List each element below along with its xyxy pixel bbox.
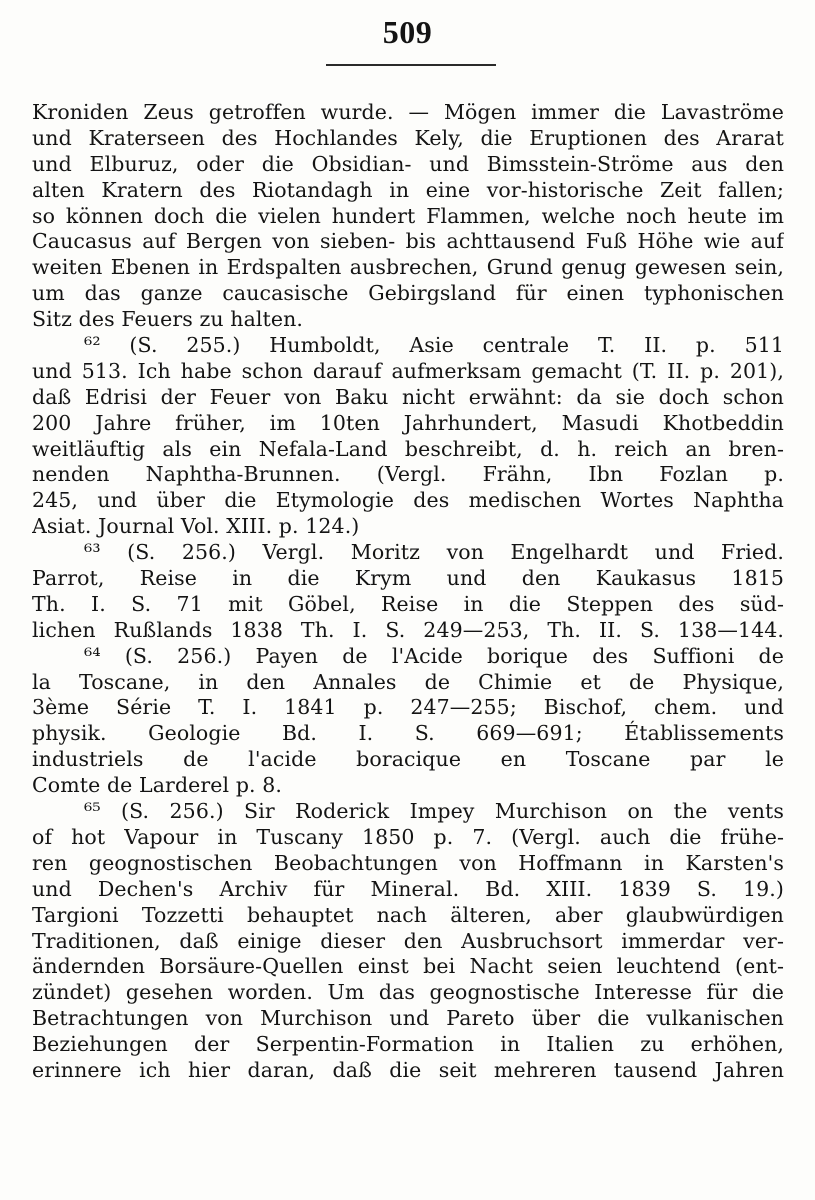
text-line: Kroniden Zeus getroffen wurde. — Mögen immer die Lavaströme xyxy=(32,100,784,124)
text-line: 200 Jahre früher, im 10ten Jahrhundert, Masudi Khotbeddin xyxy=(32,410,784,435)
text-line: Betrachtungen von Murchison und Pareto über die vulkanischen xyxy=(32,1006,784,1031)
text-line: Beziehungen der Serpentin-Formation in Italien zu erhöhen, xyxy=(32,1032,784,1057)
text-line: und 513. Ich habe schon darauf aufmerksam gemacht (T. II. p. 201), xyxy=(32,358,784,383)
text-line: daß Edrisi der Feuer von Baku nicht erwähnt: da sie doch schon xyxy=(32,384,784,409)
text-line: Asiat. Journal Vol. XIII. p. 124.) xyxy=(32,514,360,539)
text-line: Caucasus auf Bergen von sieben- bis achttausend Fuß Höhe wie auf xyxy=(32,229,784,254)
text-line: nenden Naphtha-Brunnen. (Vergl. Frähn, Ibn Fozlan p. xyxy=(32,462,784,487)
text-line: ⁶⁵ (S. 256.) Sir Roderick Impey Murchison on the vents xyxy=(84,799,784,824)
text-line: und Elburuz, oder die Obsidian- und Bimsstein-Ströme aus den xyxy=(32,151,784,176)
text-line: 245, und über die Etymologie des medischen Wortes Naphtha xyxy=(32,488,784,513)
text-line: la Toscane, in den Annales de Chimie et de Physique, xyxy=(32,669,784,694)
text-line: lichen Rußlands 1838 Th. I. S. 249—253, Th. II. S. 138—144. xyxy=(32,617,784,642)
text-line: industriels de l'acide boracique en Toscane par le xyxy=(32,747,784,772)
text-line: ⁶³ (S. 256.) Vergl. Moritz von Engelhardt und Fried. xyxy=(84,540,784,565)
text-line: zündet) gesehen worden. Um das geognostische Interesse für die xyxy=(32,980,784,1005)
text-line: Traditionen, daß einige dieser den Ausbruchsort immerdar ver- xyxy=(32,928,784,953)
text-line: Targioni Tozzetti behauptet nach älteren, aber glaubwürdigen xyxy=(32,902,784,927)
text-line: um das ganze caucasische Gebirgsland für einen typhonischen xyxy=(32,281,784,306)
text-line: ⁶² (S. 255.) Humboldt, Asie centrale T. II. p. 511 xyxy=(84,333,784,358)
text-line: erinnere ich hier daran, daß die seit mehreren tausend Jahren xyxy=(32,1057,784,1082)
text-line: und Kraterseen des Hochlandes Kely, die Eruptionen des Ararat xyxy=(32,125,784,150)
text-line: so können doch die vielen hundert Flammen, welche noch heute im xyxy=(32,203,784,228)
text-line: Comte de Larderel p. 8. xyxy=(32,773,283,798)
text-line: 3ème Série T. I. 1841 p. 247—255; Bischof, chem. und xyxy=(32,695,784,720)
page-number: 509 xyxy=(382,14,433,50)
text-line: physik. Geologie Bd. I. S. 669—691; Établissements xyxy=(32,721,784,746)
text-line: weitläuftig als ein Nefala-Land beschreibt, d. h. reich an bren- xyxy=(32,436,784,461)
text-line: weiten Ebenen in Erdspalten ausbrechen, Grund genug gewesen sein, xyxy=(32,255,784,280)
text-line: ändernden Borsäure-Quellen einst bei Nacht seien leuchtend (ent- xyxy=(32,954,784,979)
text-line: Th. I. S. 71 mit Göbel, Reise in die Steppen des süd- xyxy=(32,591,784,616)
text-line: ⁶⁴ (S. 256.) Payen de l'Acide borique des Suffioni de xyxy=(84,643,784,668)
text-line: Sitz des Feuers zu halten. xyxy=(32,307,304,332)
body-text xyxy=(32,100,784,1186)
text-line: alten Kratern des Riotandagh in eine vor-historische Zeit fallen; xyxy=(32,177,784,202)
text-line: of hot Vapour in Tuscany 1850 p. 7. (Vergl. auch die frühe- xyxy=(32,824,784,849)
text-line: und Dechen's Archiv für Mineral. Bd. XIII. 1839 S. 19.) xyxy=(32,876,784,901)
header-rule xyxy=(326,64,496,66)
text-line: ren geognostischen Beobachtungen von Hoffmann in Karsten's xyxy=(32,850,784,875)
text-line: Parrot, Reise in die Krym und den Kaukasus 1815 xyxy=(32,566,784,591)
